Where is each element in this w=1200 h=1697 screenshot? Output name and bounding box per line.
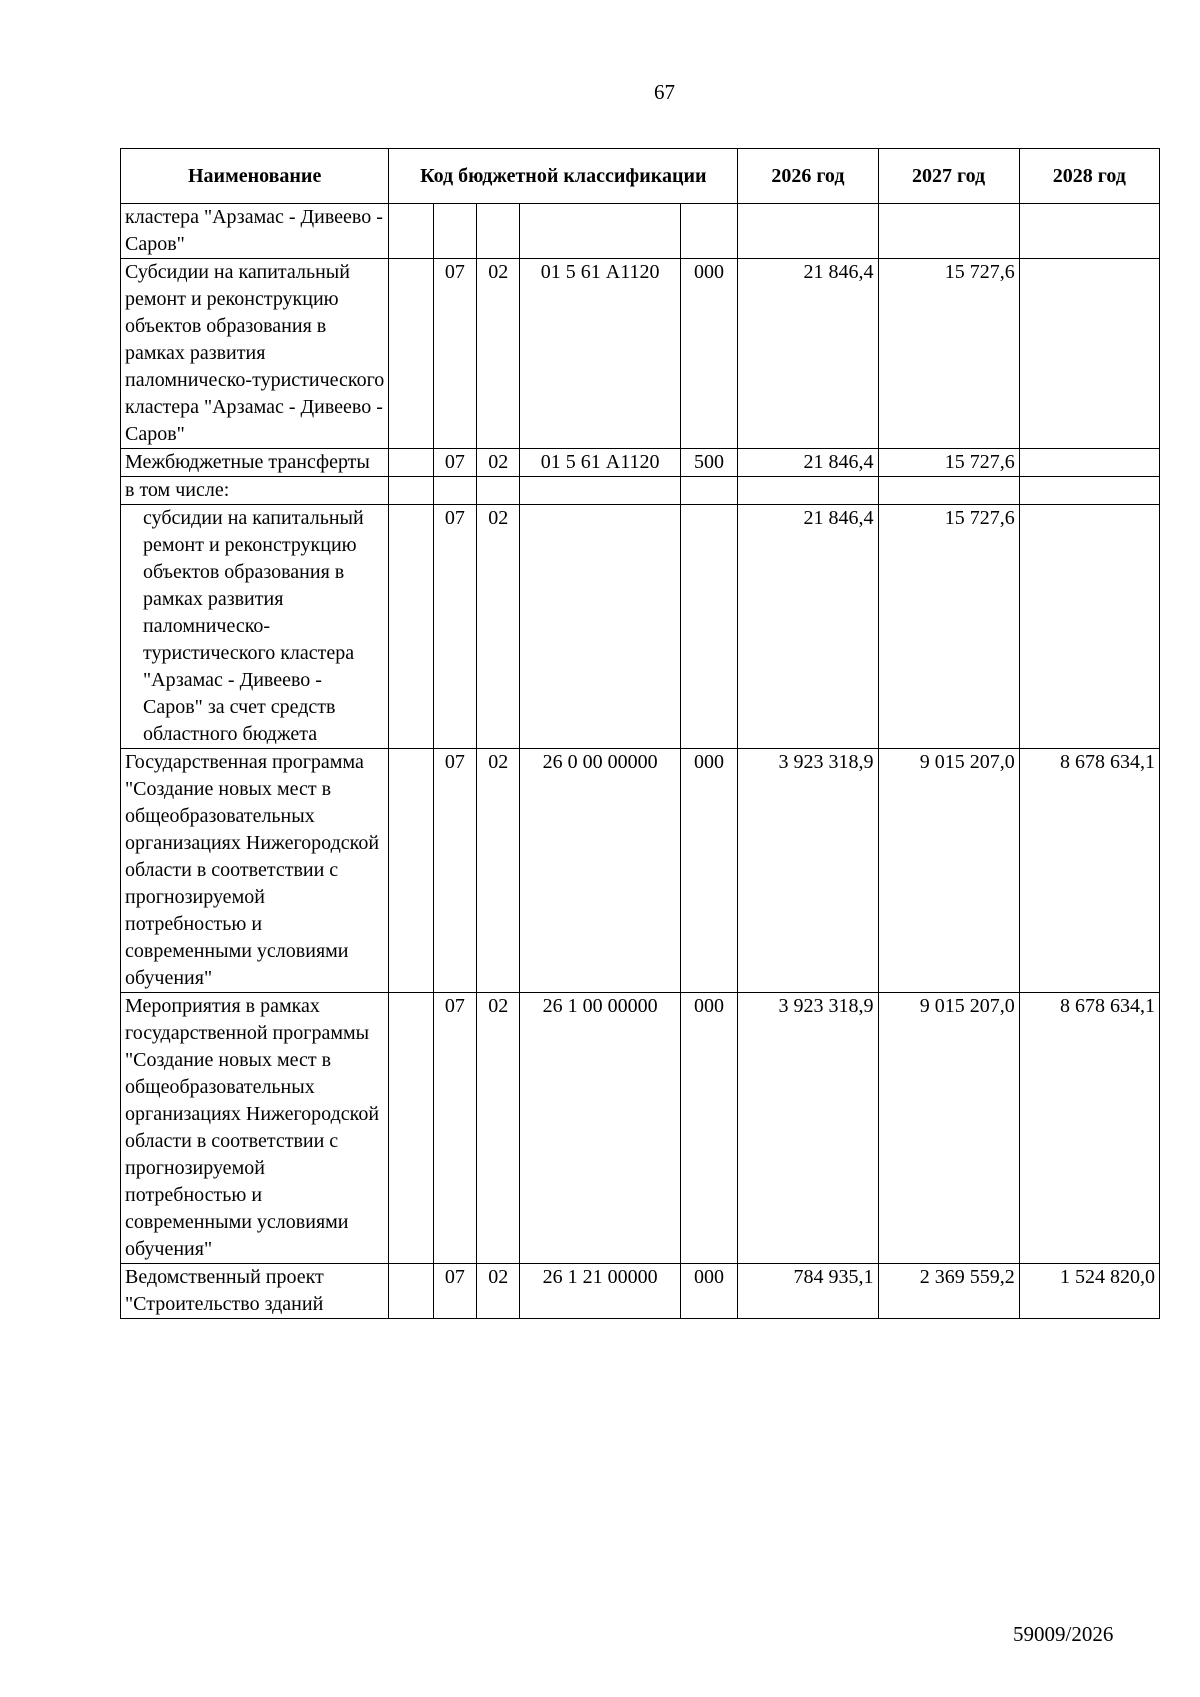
row-section <box>433 477 476 505</box>
row-2028 <box>1019 259 1159 449</box>
row-article: 01 5 61 А1120 <box>520 259 680 449</box>
table-row <box>121 204 1160 259</box>
row-subsection: 02 <box>477 1264 520 1319</box>
table-header-row <box>121 149 1160 204</box>
table-row <box>121 993 1160 1264</box>
row-2026 <box>738 477 878 505</box>
row-2028 <box>1019 505 1159 749</box>
row-expense-type: 000 <box>680 1264 737 1319</box>
row-subsection <box>477 477 520 505</box>
row-blank-cell <box>389 505 433 749</box>
row-2027: 2 369 559,2 <box>878 1264 1019 1319</box>
row-blank-cell <box>389 259 433 449</box>
row-blank-cell <box>389 1264 433 1319</box>
row-expense-type <box>680 204 737 259</box>
row-subsection: 02 <box>477 505 520 749</box>
page-header <box>0 80 1200 110</box>
row-article: 26 1 21 00000 <box>520 1264 680 1319</box>
row-subsection: 02 <box>477 749 520 993</box>
row-name-cell <box>121 1264 389 1319</box>
budget-table <box>120 148 1160 1319</box>
header-2026: 2026 год <box>738 149 878 204</box>
row-blank-cell <box>389 477 433 505</box>
row-2028 <box>1019 204 1159 259</box>
row-2026: 784 935,1 <box>738 1264 878 1319</box>
row-section <box>433 204 476 259</box>
row-blank-cell <box>389 449 433 477</box>
row-name: Межбюджетные трансферты <box>125 451 370 473</box>
row-blank-cell <box>389 204 433 259</box>
table-row <box>121 259 1160 449</box>
row-2026: 3 923 318,9 <box>738 993 878 1264</box>
row-2028: 8 678 634,1 <box>1019 749 1159 993</box>
row-2028: 8 678 634,1 <box>1019 993 1159 1264</box>
page-number: 67 <box>654 80 675 104</box>
row-2026: 3 923 318,9 <box>738 749 878 993</box>
table-row <box>121 449 1160 477</box>
row-2026: 21 846,4 <box>738 259 878 449</box>
row-2026: 21 846,4 <box>738 449 878 477</box>
table-row <box>121 1264 1160 1319</box>
row-name: в том числе: <box>125 479 230 501</box>
row-expense-type: 500 <box>680 449 737 477</box>
row-2027 <box>878 204 1019 259</box>
row-expense-type: 000 <box>680 749 737 993</box>
row-subsection: 02 <box>477 449 520 477</box>
row-2027: 9 015 207,0 <box>878 993 1019 1264</box>
row-expense-type: 000 <box>680 993 737 1264</box>
row-name-cell <box>121 449 389 477</box>
row-name: кластера "Арзамас - Дивеево - Саров" <box>125 206 383 255</box>
row-name: субсидии на капитальный ремонт и реконструкцию объектов образования в рамках развития паломническо-туристического кластера "Арзамас - Дивеево - Саров" за счет средств областного бюджета <box>143 507 364 745</box>
document-registration-number: 59009/2026 <box>1013 1622 1114 1646</box>
row-2027: 15 727,6 <box>878 449 1019 477</box>
row-subsection <box>477 204 520 259</box>
row-section: 07 <box>433 505 476 749</box>
row-name-cell <box>121 749 389 993</box>
row-2027: 15 727,6 <box>878 505 1019 749</box>
row-2026 <box>738 204 878 259</box>
row-article: 26 1 00 00000 <box>520 993 680 1264</box>
row-article: 26 0 00 00000 <box>520 749 680 993</box>
row-subsection: 02 <box>477 259 520 449</box>
table-row <box>121 505 1160 749</box>
row-blank-cell <box>389 993 433 1264</box>
row-name-cell <box>121 204 389 259</box>
row-name: Мероприятия в рамках государственной программы "Создание новых мест в общеобразовательных организациях Нижегородской области в соответствии с прогнозируемой потребностью и современными условиями обучения" <box>125 995 380 1260</box>
header-budget-code: Код бюджетной классификации <box>389 149 738 204</box>
row-expense-type <box>680 477 737 505</box>
header-2028: 2028 год <box>1019 149 1159 204</box>
row-article <box>520 204 680 259</box>
header-2027: 2027 год <box>878 149 1019 204</box>
row-subsection: 02 <box>477 993 520 1264</box>
row-expense-type: 000 <box>680 259 737 449</box>
table-row <box>121 477 1160 505</box>
row-name-cell <box>121 477 389 505</box>
row-2028: 1 524 820,0 <box>1019 1264 1159 1319</box>
row-section: 07 <box>433 749 476 993</box>
row-name: Государственная программа "Создание новых мест в общеобразовательных организациях Нижегородской области в соответствии с прогнозируемой потребностью и современными условиями обучения" <box>125 751 380 989</box>
header-name: Наименование <box>121 149 389 204</box>
row-expense-type <box>680 505 737 749</box>
row-article <box>520 505 680 749</box>
row-2028 <box>1019 449 1159 477</box>
row-2027: 9 015 207,0 <box>878 749 1019 993</box>
row-section: 07 <box>433 449 476 477</box>
row-name-cell <box>121 505 389 749</box>
row-name: Субсидии на капитальный ремонт и реконструкцию объектов образования в рамках развития паломническо-туристического кластера "Арзамас - Дивеево - Саров" <box>125 261 385 445</box>
row-name-cell <box>121 259 389 449</box>
row-section: 07 <box>433 1264 476 1319</box>
row-2028 <box>1019 477 1159 505</box>
row-article <box>520 477 680 505</box>
row-blank-cell <box>389 749 433 993</box>
row-2027: 15 727,6 <box>878 259 1019 449</box>
row-2027 <box>878 477 1019 505</box>
table-body <box>121 204 1160 1319</box>
row-2026: 21 846,4 <box>738 505 878 749</box>
row-name-cell <box>121 993 389 1264</box>
row-name: Ведомственный проект "Строительство зданий <box>125 1266 324 1315</box>
row-article: 01 5 61 А1120 <box>520 449 680 477</box>
row-section: 07 <box>433 259 476 449</box>
row-section: 07 <box>433 993 476 1264</box>
table-row <box>121 749 1160 993</box>
